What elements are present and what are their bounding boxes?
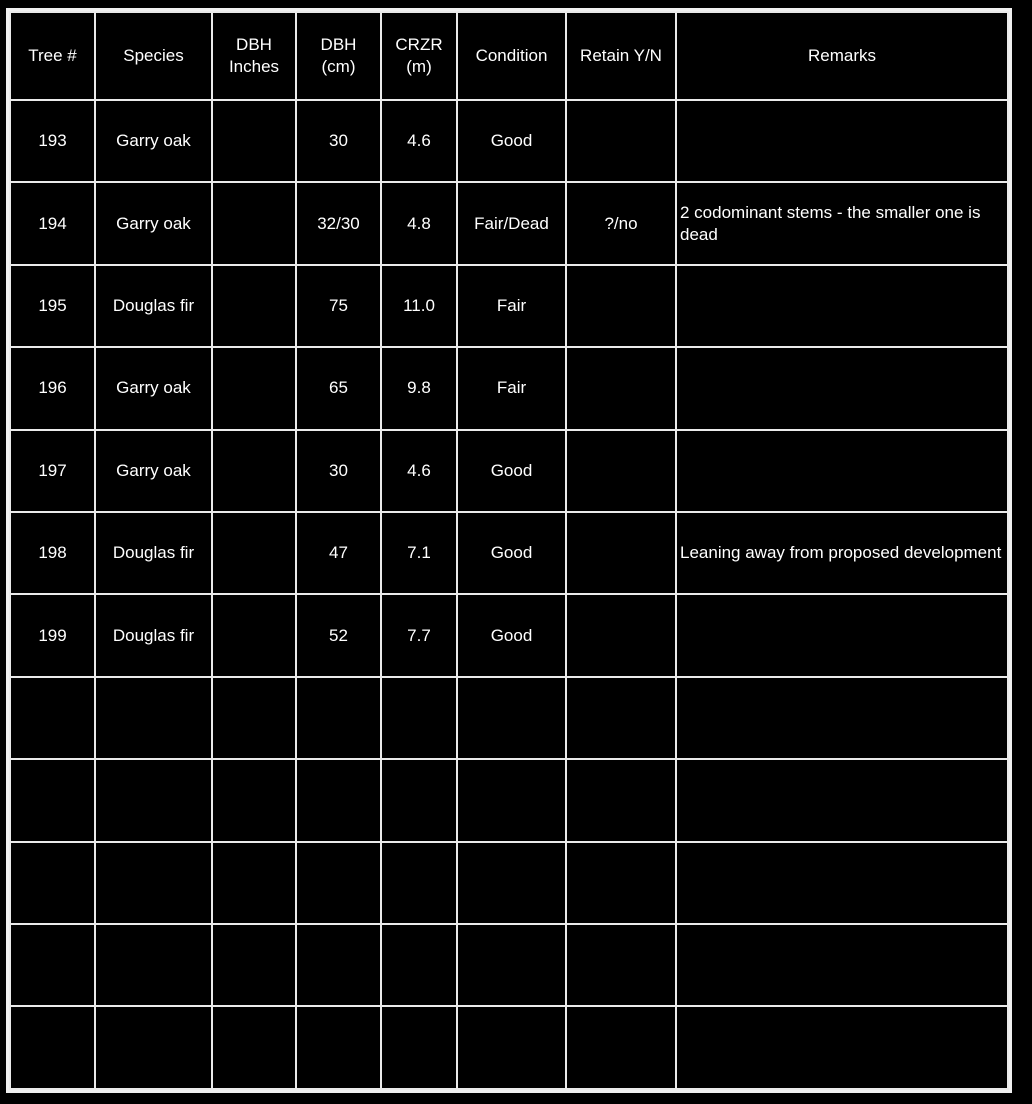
cell-species: Douglas fir [95, 594, 212, 676]
cell-species: Garry oak [95, 347, 212, 429]
cell-condition: Fair/Dead [457, 182, 566, 264]
empty-row [10, 1006, 1008, 1089]
empty-cell [296, 1006, 381, 1089]
empty-cell [457, 924, 566, 1006]
empty-cell [676, 1006, 1008, 1089]
empty-cell [676, 677, 1008, 759]
cell-dbh-cm: 30 [296, 430, 381, 512]
empty-cell [566, 1006, 676, 1089]
header-retain: Retain Y/N [566, 12, 676, 100]
empty-cell [296, 842, 381, 924]
empty-cell [381, 759, 457, 841]
empty-cell [10, 1006, 95, 1089]
table-row [10, 265, 1008, 347]
cell-dbh-cm: 52 [296, 594, 381, 676]
empty-cell [566, 842, 676, 924]
cell-condition: Good [457, 512, 566, 594]
table-body [10, 100, 1008, 1089]
cell-remarks [676, 347, 1008, 429]
cell-dbh-cm: 65 [296, 347, 381, 429]
cell-remarks: Leaning away from proposed development [676, 512, 1008, 594]
cell-species: Garry oak [95, 100, 212, 182]
cell-crzr: 7.7 [381, 594, 457, 676]
cell-species: Garry oak [95, 182, 212, 264]
cell-remarks: 2 codominant stems - the smaller one is dead [676, 182, 1008, 264]
header-crzr: CRZR (m) [381, 12, 457, 100]
cell-tree-number: 197 [10, 430, 95, 512]
empty-cell [212, 677, 296, 759]
empty-cell [212, 924, 296, 1006]
cell-dbh-inches [212, 347, 296, 429]
header-dbh-cm: DBH (cm) [296, 12, 381, 100]
empty-cell [296, 677, 381, 759]
cell-remarks [676, 594, 1008, 676]
cell-dbh-inches [212, 182, 296, 264]
cell-remarks [676, 100, 1008, 182]
cell-crzr: 4.8 [381, 182, 457, 264]
empty-cell [95, 1006, 212, 1089]
cell-tree-number: 194 [10, 182, 95, 264]
empty-cell [381, 1006, 457, 1089]
header-remarks: Remarks [676, 12, 1008, 100]
empty-cell [457, 1006, 566, 1089]
cell-species: Douglas fir [95, 512, 212, 594]
cell-retain [566, 512, 676, 594]
cell-dbh-cm: 75 [296, 265, 381, 347]
table-row [10, 100, 1008, 182]
cell-remarks [676, 265, 1008, 347]
table-row [10, 430, 1008, 512]
empty-cell [10, 842, 95, 924]
cell-crzr: 7.1 [381, 512, 457, 594]
empty-cell [676, 924, 1008, 1006]
cell-crzr: 4.6 [381, 100, 457, 182]
empty-row [10, 677, 1008, 759]
cell-dbh-cm: 30 [296, 100, 381, 182]
empty-cell [566, 677, 676, 759]
cell-crzr: 11.0 [381, 265, 457, 347]
empty-cell [381, 842, 457, 924]
empty-cell [457, 842, 566, 924]
empty-cell [10, 759, 95, 841]
cell-dbh-cm: 47 [296, 512, 381, 594]
empty-cell [10, 924, 95, 1006]
cell-condition: Good [457, 100, 566, 182]
empty-row [10, 759, 1008, 841]
cell-tree-number: 198 [10, 512, 95, 594]
cell-condition: Good [457, 594, 566, 676]
cell-species: Garry oak [95, 430, 212, 512]
cell-dbh-inches [212, 430, 296, 512]
cell-tree-number: 199 [10, 594, 95, 676]
empty-cell [212, 842, 296, 924]
cell-condition: Fair [457, 347, 566, 429]
tree-inventory-sheet [6, 8, 1012, 1093]
header-tree-number: Tree # [10, 12, 95, 100]
empty-cell [676, 842, 1008, 924]
empty-cell [10, 677, 95, 759]
empty-cell [296, 924, 381, 1006]
table-row [10, 594, 1008, 676]
header-species: Species [95, 12, 212, 100]
empty-cell [95, 924, 212, 1006]
cell-crzr: 4.6 [381, 430, 457, 512]
tree-inventory-table [9, 11, 1009, 1090]
cell-retain [566, 594, 676, 676]
empty-cell [95, 842, 212, 924]
cell-species: Douglas fir [95, 265, 212, 347]
empty-cell [381, 924, 457, 1006]
empty-cell [212, 759, 296, 841]
empty-cell [566, 759, 676, 841]
cell-retain: ?/no [566, 182, 676, 264]
empty-cell [296, 759, 381, 841]
cell-dbh-inches [212, 265, 296, 347]
cell-dbh-inches [212, 594, 296, 676]
empty-cell [566, 924, 676, 1006]
cell-dbh-inches [212, 100, 296, 182]
empty-cell [457, 759, 566, 841]
cell-tree-number: 196 [10, 347, 95, 429]
header-row [10, 12, 1008, 100]
cell-crzr: 9.8 [381, 347, 457, 429]
empty-row [10, 924, 1008, 1006]
empty-cell [676, 759, 1008, 841]
empty-cell [95, 677, 212, 759]
cell-dbh-cm: 32/30 [296, 182, 381, 264]
empty-cell [95, 759, 212, 841]
cell-tree-number: 195 [10, 265, 95, 347]
table-row [10, 512, 1008, 594]
cell-tree-number: 193 [10, 100, 95, 182]
empty-cell [381, 677, 457, 759]
cell-dbh-inches [212, 512, 296, 594]
header-dbh-inches: DBH Inches [212, 12, 296, 100]
cell-condition: Fair [457, 265, 566, 347]
cell-retain [566, 430, 676, 512]
cell-remarks [676, 430, 1008, 512]
cell-retain [566, 347, 676, 429]
header-condition: Condition [457, 12, 566, 100]
empty-cell [212, 1006, 296, 1089]
table-row [10, 182, 1008, 264]
empty-row [10, 842, 1008, 924]
cell-retain [566, 265, 676, 347]
cell-condition: Good [457, 430, 566, 512]
empty-cell [457, 677, 566, 759]
cell-retain [566, 100, 676, 182]
table-row [10, 347, 1008, 429]
